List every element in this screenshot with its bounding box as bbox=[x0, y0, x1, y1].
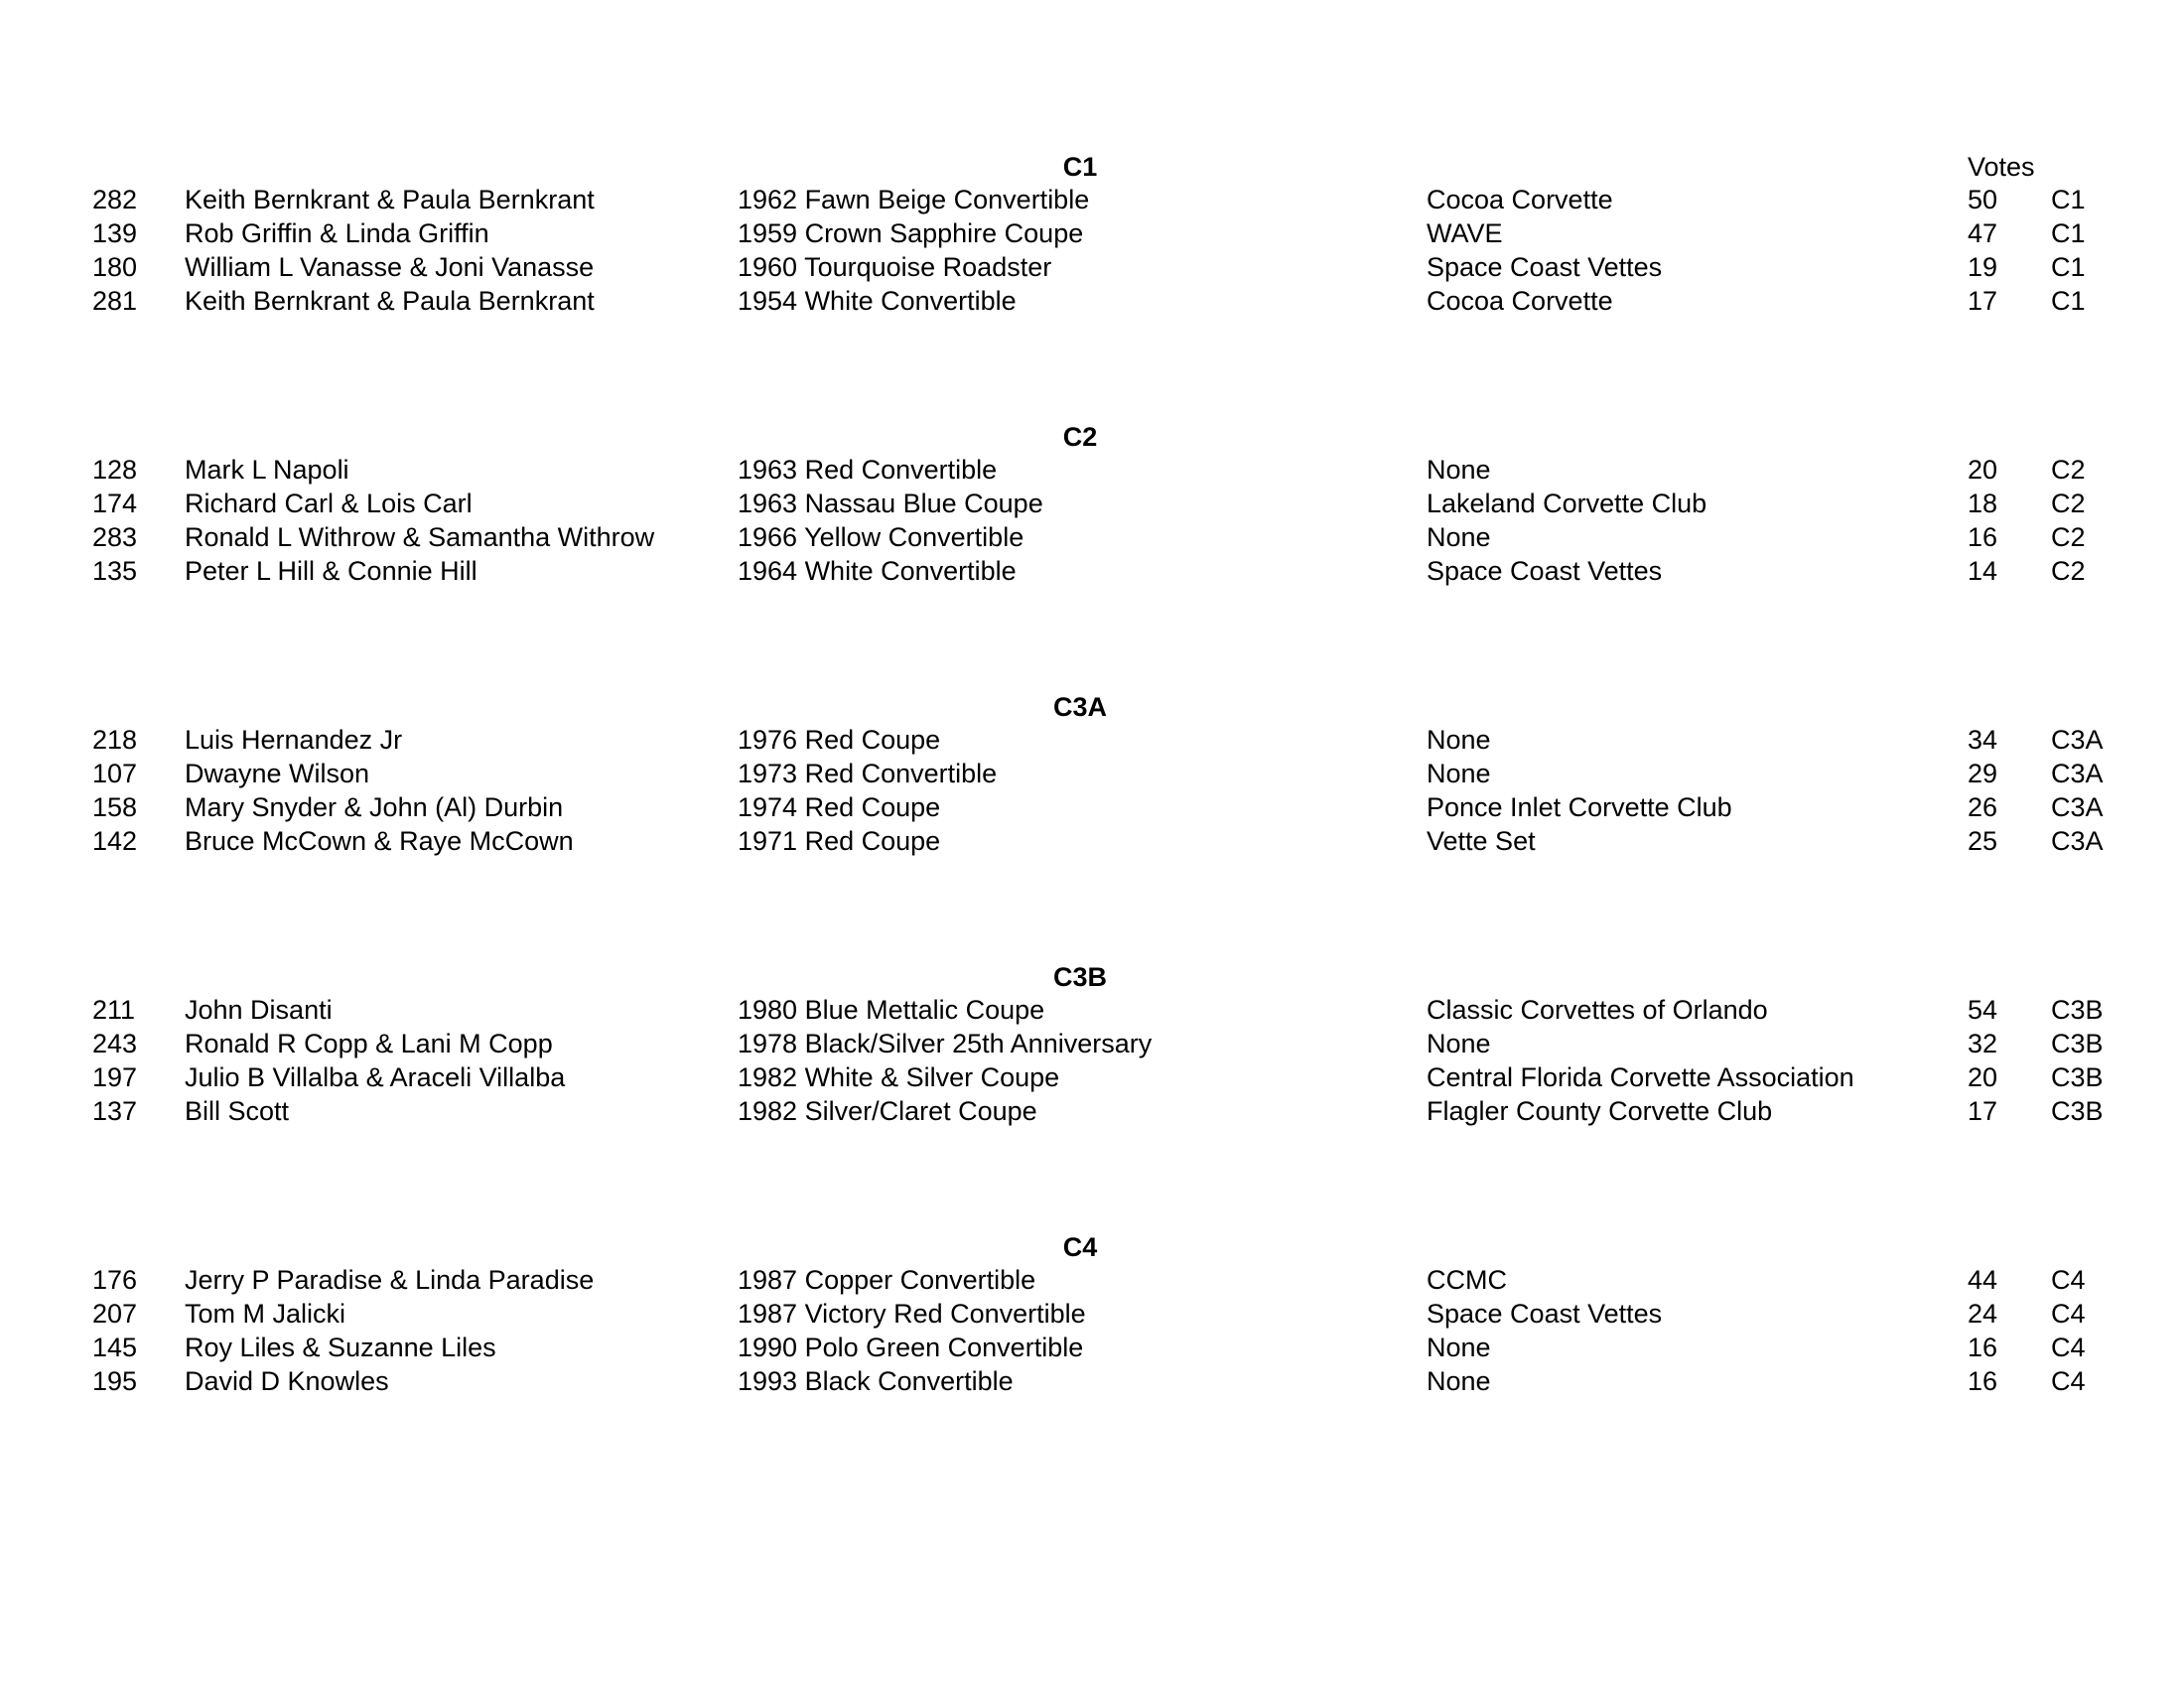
entry-car: 1966 Yellow Convertible bbox=[738, 522, 1024, 552]
entry-car: 1993 Black Convertible bbox=[738, 1366, 1014, 1396]
entry-votes: 16 bbox=[1968, 522, 1998, 552]
entry-owner: Ronald L Withrow & Samantha Withrow bbox=[185, 522, 655, 552]
entry-class: C4 bbox=[2051, 1366, 2086, 1396]
entry-car: 1963 Red Convertible bbox=[738, 455, 998, 485]
entry-number: 128 bbox=[92, 455, 138, 485]
entry-number: 243 bbox=[92, 1029, 138, 1058]
entry-car: 1954 White Convertible bbox=[738, 286, 1017, 316]
entry-votes: 16 bbox=[1968, 1366, 1998, 1396]
entry-row bbox=[0, 453, 2184, 487]
entry-row bbox=[0, 183, 2184, 216]
entry-number: 282 bbox=[92, 185, 138, 214]
entry-votes: 24 bbox=[1968, 1299, 1998, 1329]
entry-row bbox=[0, 1094, 2184, 1128]
entry-row bbox=[0, 1331, 2184, 1364]
entry-car: 1962 Fawn Beige Convertible bbox=[738, 185, 1090, 214]
entry-votes: 44 bbox=[1968, 1265, 1998, 1295]
entry-votes: 54 bbox=[1968, 995, 1998, 1025]
entry-list bbox=[0, 1263, 2184, 1398]
entry-votes: 50 bbox=[1968, 185, 1998, 214]
entry-row bbox=[0, 993, 2184, 1027]
entry-row bbox=[0, 723, 2184, 757]
entry-club: Space Coast Vettes bbox=[1427, 556, 1663, 586]
entry-votes: 29 bbox=[1968, 759, 1998, 788]
entry-class: C3B bbox=[2051, 1062, 2104, 1092]
entry-class: C3A bbox=[2051, 759, 2104, 788]
entry-votes: 20 bbox=[1968, 1062, 1998, 1092]
entry-car: 1959 Crown Sapphire Coupe bbox=[738, 218, 1084, 248]
entry-number: 158 bbox=[92, 792, 138, 822]
entry-club: None bbox=[1427, 759, 1491, 788]
entry-votes: 25 bbox=[1968, 826, 1998, 856]
entry-row bbox=[0, 1263, 2184, 1297]
entry-class: C3A bbox=[2051, 792, 2104, 822]
entry-row bbox=[0, 487, 2184, 520]
entry-votes: 26 bbox=[1968, 792, 1998, 822]
entry-owner: Richard Carl & Lois Carl bbox=[185, 489, 473, 518]
entry-class: C3A bbox=[2051, 725, 2104, 755]
entry-row bbox=[0, 216, 2184, 250]
entry-number: 281 bbox=[92, 286, 138, 316]
entry-owner: Dwayne Wilson bbox=[185, 759, 370, 788]
entry-car: 1976 Red Coupe bbox=[738, 725, 941, 755]
entry-class: C2 bbox=[2051, 455, 2086, 485]
entry-class: C2 bbox=[2051, 556, 2086, 586]
entry-number: 145 bbox=[92, 1333, 138, 1362]
entry-car: 1980 Blue Mettalic Coupe bbox=[738, 995, 1045, 1025]
entry-owner: Luis Hernandez Jr bbox=[185, 725, 403, 755]
entry-club: Flagler County Corvette Club bbox=[1427, 1096, 1773, 1126]
entry-number: 135 bbox=[92, 556, 138, 586]
section-title: C4 bbox=[1062, 1232, 1098, 1262]
entry-car: 1990 Polo Green Convertible bbox=[738, 1333, 1084, 1362]
entry-club: None bbox=[1427, 1366, 1491, 1396]
entry-club: Space Coast Vettes bbox=[1427, 252, 1663, 282]
entry-car: 1971 Red Coupe bbox=[738, 826, 941, 856]
entry-club: None bbox=[1427, 522, 1491, 552]
entry-owner: Peter L Hill & Connie Hill bbox=[185, 556, 478, 586]
entry-number: 139 bbox=[92, 218, 138, 248]
entry-class: C1 bbox=[2051, 252, 2086, 282]
entry-number: 197 bbox=[92, 1062, 138, 1092]
entry-list bbox=[0, 183, 2184, 318]
entry-club: None bbox=[1427, 725, 1491, 755]
entry-car: 1960 Tourquoise Roadster bbox=[738, 252, 1052, 282]
entry-club: Lakeland Corvette Club bbox=[1427, 489, 1707, 518]
entry-row bbox=[0, 250, 2184, 284]
entry-class: C2 bbox=[2051, 522, 2086, 552]
entry-owner: Rob Griffin & Linda Griffin bbox=[185, 218, 489, 248]
entry-votes: 16 bbox=[1968, 1333, 1998, 1362]
entry-owner: John Disanti bbox=[185, 995, 333, 1025]
entry-row bbox=[0, 1297, 2184, 1331]
entry-club: Cocoa Corvette bbox=[1427, 185, 1613, 214]
entry-row bbox=[0, 520, 2184, 554]
entry-row bbox=[0, 824, 2184, 858]
entry-number: 107 bbox=[92, 759, 138, 788]
entry-class: C3B bbox=[2051, 1096, 2104, 1126]
entry-club: WAVE bbox=[1427, 218, 1503, 248]
entry-club: Central Florida Corvette Association bbox=[1427, 1062, 1854, 1092]
entry-club: Classic Corvettes of Orlando bbox=[1427, 995, 1768, 1025]
section-title: C3A bbox=[1052, 692, 1107, 722]
entry-votes: 34 bbox=[1968, 725, 1998, 755]
entry-owner: Roy Liles & Suzanne Liles bbox=[185, 1333, 496, 1362]
entry-class: C4 bbox=[2051, 1333, 2086, 1362]
entry-votes: 20 bbox=[1968, 455, 1998, 485]
entry-row bbox=[0, 790, 2184, 824]
entry-class: C3B bbox=[2051, 1029, 2104, 1058]
entry-club: Space Coast Vettes bbox=[1427, 1299, 1663, 1329]
entry-club: Ponce Inlet Corvette Club bbox=[1427, 792, 1732, 822]
entry-club: CCMC bbox=[1427, 1265, 1507, 1295]
entry-car: 1987 Victory Red Convertible bbox=[738, 1299, 1086, 1329]
entry-car: 1982 White & Silver Coupe bbox=[738, 1062, 1060, 1092]
votes-column-header: Votes bbox=[1968, 152, 2035, 182]
entry-votes: 18 bbox=[1968, 489, 1998, 518]
entry-car: 1964 White Convertible bbox=[738, 556, 1017, 586]
entry-row bbox=[0, 554, 2184, 588]
entry-owner: Jerry P Paradise & Linda Paradise bbox=[185, 1265, 595, 1295]
entry-votes: 19 bbox=[1968, 252, 1998, 282]
entry-list bbox=[0, 993, 2184, 1128]
entry-class: C2 bbox=[2051, 489, 2086, 518]
entry-row bbox=[0, 757, 2184, 790]
entry-car: 1978 Black/Silver 25th Anniversary bbox=[738, 1029, 1153, 1058]
entry-car: 1982 Silver/Claret Coupe bbox=[738, 1096, 1037, 1126]
entry-row bbox=[0, 1027, 2184, 1060]
entry-number: 211 bbox=[92, 995, 136, 1025]
entry-number: 218 bbox=[92, 725, 138, 755]
entry-class: C4 bbox=[2051, 1299, 2086, 1329]
entry-owner: Bill Scott bbox=[185, 1096, 290, 1126]
entry-row bbox=[0, 1364, 2184, 1398]
entry-car: 1973 Red Convertible bbox=[738, 759, 998, 788]
entry-row bbox=[0, 1060, 2184, 1094]
entry-owner: Tom M Jalicki bbox=[185, 1299, 346, 1329]
entry-club: None bbox=[1427, 1029, 1491, 1058]
entry-number: 176 bbox=[92, 1265, 138, 1295]
entry-list bbox=[0, 723, 2184, 858]
entry-number: 180 bbox=[92, 252, 138, 282]
entry-owner: Mark L Napoli bbox=[185, 455, 349, 485]
entry-class: C4 bbox=[2051, 1265, 2086, 1295]
entry-car: 1963 Nassau Blue Coupe bbox=[738, 489, 1043, 518]
entry-car: 1987 Copper Convertible bbox=[738, 1265, 1036, 1295]
entry-votes: 32 bbox=[1968, 1029, 1998, 1058]
entry-class: C1 bbox=[2051, 185, 2086, 214]
entry-club: Vette Set bbox=[1427, 826, 1536, 856]
entry-owner: Bruce McCown & Raye McCown bbox=[185, 826, 574, 856]
entry-owner: Keith Bernkrant & Paula Bernkrant bbox=[185, 185, 595, 214]
entry-number: 142 bbox=[92, 826, 138, 856]
section-title: C1 bbox=[1062, 152, 1098, 182]
entry-owner: Ronald R Copp & Lani M Copp bbox=[185, 1029, 553, 1058]
entry-owner: Julio B Villalba & Araceli Villalba bbox=[185, 1062, 566, 1092]
entry-number: 195 bbox=[92, 1366, 138, 1396]
entry-votes: 47 bbox=[1968, 218, 1998, 248]
entry-votes: 14 bbox=[1968, 556, 1998, 586]
entry-class: C3A bbox=[2051, 826, 2104, 856]
entry-number: 207 bbox=[92, 1299, 138, 1329]
entry-owner: Mary Snyder & John (Al) Durbin bbox=[185, 792, 564, 822]
entry-votes: 17 bbox=[1968, 1096, 1998, 1126]
entry-row bbox=[0, 284, 2184, 318]
section-title: C2 bbox=[1062, 422, 1098, 452]
entry-class: C1 bbox=[2051, 286, 2086, 316]
entry-owner: William L Vanasse & Joni Vanasse bbox=[185, 252, 595, 282]
entry-votes: 17 bbox=[1968, 286, 1998, 316]
entry-class: C1 bbox=[2051, 218, 2086, 248]
entry-car: 1974 Red Coupe bbox=[738, 792, 941, 822]
entry-club: Cocoa Corvette bbox=[1427, 286, 1613, 316]
entry-list bbox=[0, 453, 2184, 588]
entry-owner: Keith Bernkrant & Paula Bernkrant bbox=[185, 286, 595, 316]
entry-club: None bbox=[1427, 455, 1491, 485]
entry-number: 283 bbox=[92, 522, 138, 552]
entry-club: None bbox=[1427, 1333, 1491, 1362]
section-title: C3B bbox=[1052, 962, 1107, 992]
entry-owner: David D Knowles bbox=[185, 1366, 389, 1396]
entry-number: 174 bbox=[92, 489, 138, 518]
entry-number: 137 bbox=[92, 1096, 138, 1126]
entry-class: C3B bbox=[2051, 995, 2104, 1025]
